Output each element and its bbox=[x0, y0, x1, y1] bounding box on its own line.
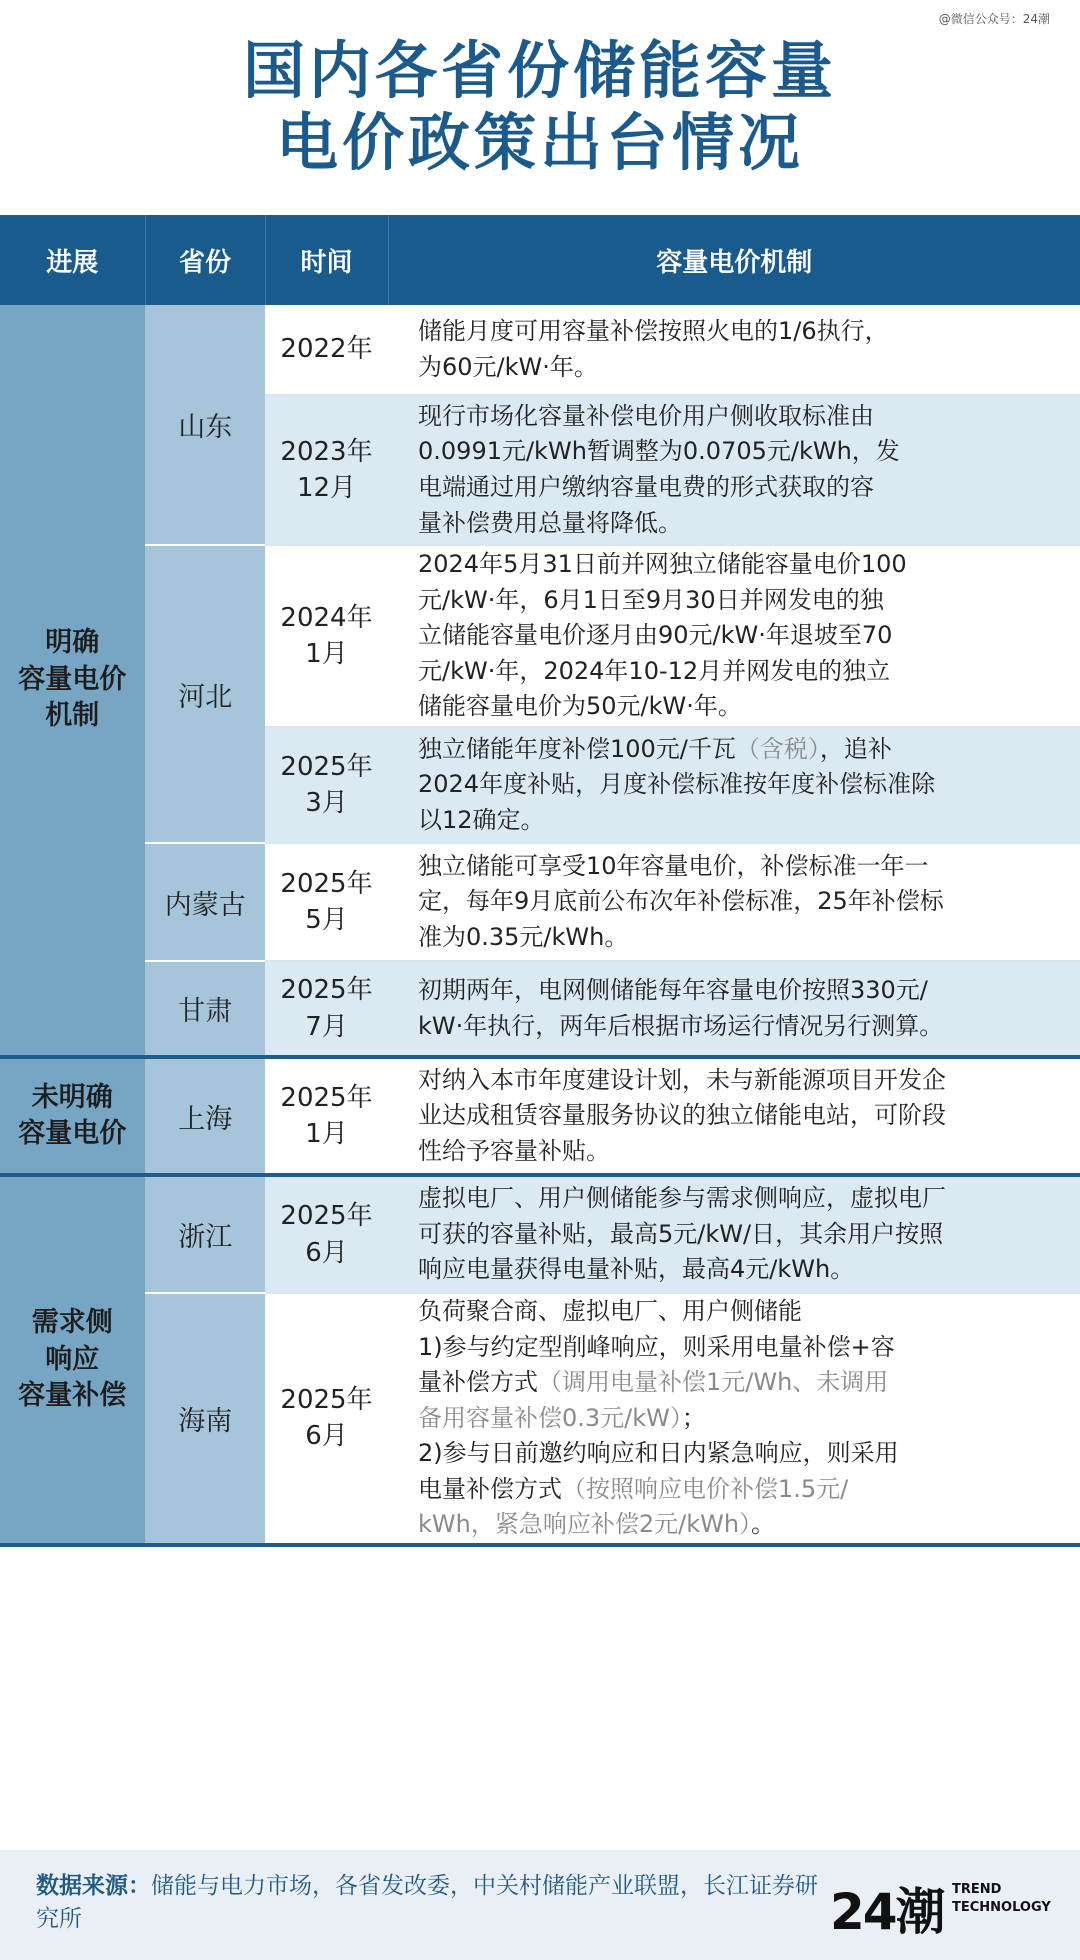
table-row bbox=[0, 305, 1080, 395]
time-cell: 2025年 7月 bbox=[265, 961, 388, 1057]
data-source-label: 数据来源： bbox=[36, 1873, 151, 1899]
time-cell: 2025年 5月 bbox=[265, 843, 388, 961]
time-cell: 2022年 bbox=[265, 305, 388, 395]
time-cell: 2025年 1月 bbox=[265, 1057, 388, 1175]
table-row bbox=[0, 843, 1080, 961]
province-cell-zhejiang: 浙江 bbox=[145, 1175, 265, 1293]
time-cell: 2025年 3月 bbox=[265, 727, 388, 843]
table-row bbox=[0, 1057, 1080, 1175]
time-cell: 2025年 6月 bbox=[265, 1293, 388, 1545]
province-cell-inner-mongolia: 内蒙古 bbox=[145, 843, 265, 961]
page-title-line-1: 国内各省份储能容量 bbox=[242, 34, 837, 107]
logo-text-technology: TECHNOLOGY bbox=[952, 1900, 1051, 1915]
time-cell: 2023年 12月 bbox=[265, 395, 388, 545]
table-row bbox=[0, 545, 1080, 727]
mechanism-cell: 储能月度可用容量补偿按照火电的1/6执行， 为60元/kW·年。 bbox=[388, 305, 1080, 395]
data-source bbox=[36, 1870, 826, 1937]
logo-mark: 24潮 bbox=[830, 1883, 944, 1941]
mechanism-cell: 初期两年，电网侧储能每年容量电价按照330元/ kW·年执行，两年后根据市场运行情况另行测算。 bbox=[388, 961, 1080, 1057]
mechanism-cell: 2024年5月31日前并网独立储能容量电价100 元/kW·年，6月1日至9月30日并网发电的独 立储能容量电价逐月由90元/kW·年退坡至70 元/kW·年，2024年10-12月并网发电的独立 储能容量电价为50元/kW·年。 bbox=[388, 545, 1080, 727]
province-cell-hainan: 海南 bbox=[145, 1293, 265, 1545]
progress-cell-defined: 明确 容量电价 机制 bbox=[0, 305, 145, 1057]
table-row bbox=[0, 1175, 1080, 1293]
mechanism-cell: 现行市场化容量补偿电价用户侧收取标准由 0.0991元/kWh暂调整为0.0705元/kWh，发 电端通过用户缴纳容量电费的形式获取的容 量补偿费用总量将降低。 bbox=[388, 395, 1080, 545]
province-cell-hebei: 河北 bbox=[145, 545, 265, 843]
logo-text-trend: TREND bbox=[952, 1882, 1002, 1897]
progress-cell-undefined: 未明确 容量电价 bbox=[0, 1057, 145, 1175]
watermark: @微信公众号：24潮 bbox=[938, 12, 1050, 26]
mechanism-cell: 虚拟电厂、用户侧储能参与需求侧响应，虚拟电厂 可获的容量补贴，最高5元/kW/日，其余用户按照 响应电量获得电量补贴，最高4元/kWh。 bbox=[388, 1175, 1080, 1293]
mechanism-cell: 独立储能年度补偿100元/千瓦（含税），追补 2024年度补贴，月度补偿标准按年度补偿标准除 以12确定。 bbox=[388, 727, 1080, 843]
table-row bbox=[0, 1293, 1080, 1545]
province-cell-shanghai: 上海 bbox=[145, 1057, 265, 1175]
data-source-text: 储能与电力市场，各省发改委，中关村储能产业联盟，长江证券研究所 bbox=[36, 1873, 818, 1933]
page-title-line-2: 电价政策出台情况 bbox=[275, 106, 804, 179]
time-cell: 2025年 6月 bbox=[265, 1175, 388, 1293]
mechanism-cell: 独立储能可享受10年容量电价，补偿标准一年一 定，每年9月底前公布次年补偿标准，25年补偿标 准为0.35元/kWh。 bbox=[388, 843, 1080, 961]
page-header bbox=[0, 0, 1080, 215]
time-cell: 2024年 1月 bbox=[265, 545, 388, 727]
table-header-row bbox=[0, 215, 1080, 305]
policy-table bbox=[0, 215, 1080, 1547]
header-progress: 进展 bbox=[0, 215, 145, 305]
mechanism-cell: 对纳入本市年度建设计划，未与新能源项目开发企 业达成租赁容量服务协议的独立储能电站，可阶段 性给予容量补贴。 bbox=[388, 1057, 1080, 1175]
header-time: 时间 bbox=[265, 215, 388, 305]
table-row bbox=[0, 961, 1080, 1057]
header-province: 省份 bbox=[145, 215, 265, 305]
mechanism-cell: 负荷聚合商、虚拟电厂、用户侧储能 1)参与约定型削峰响应，则采用电量补偿+容 量补偿方式（调用电量补偿1元/Wh、未调用 备用容量补偿0.3元/kW）； 2)参与日前邀约响应和日内紧急响应，则采用 电量补偿方式（按照响应电价补偿1.5元/ kWh，紧急响应补偿2元/kWh）。 bbox=[388, 1293, 1080, 1545]
province-cell-gansu: 甘肃 bbox=[145, 961, 265, 1057]
header-mechanism: 容量电价机制 bbox=[388, 215, 1080, 305]
brand-logo bbox=[830, 1872, 1050, 1942]
progress-cell-demand-response: 需求侧 响应 容量补偿 bbox=[0, 1175, 145, 1545]
province-cell-shandong: 山东 bbox=[145, 305, 265, 545]
footer bbox=[0, 1850, 1080, 1960]
